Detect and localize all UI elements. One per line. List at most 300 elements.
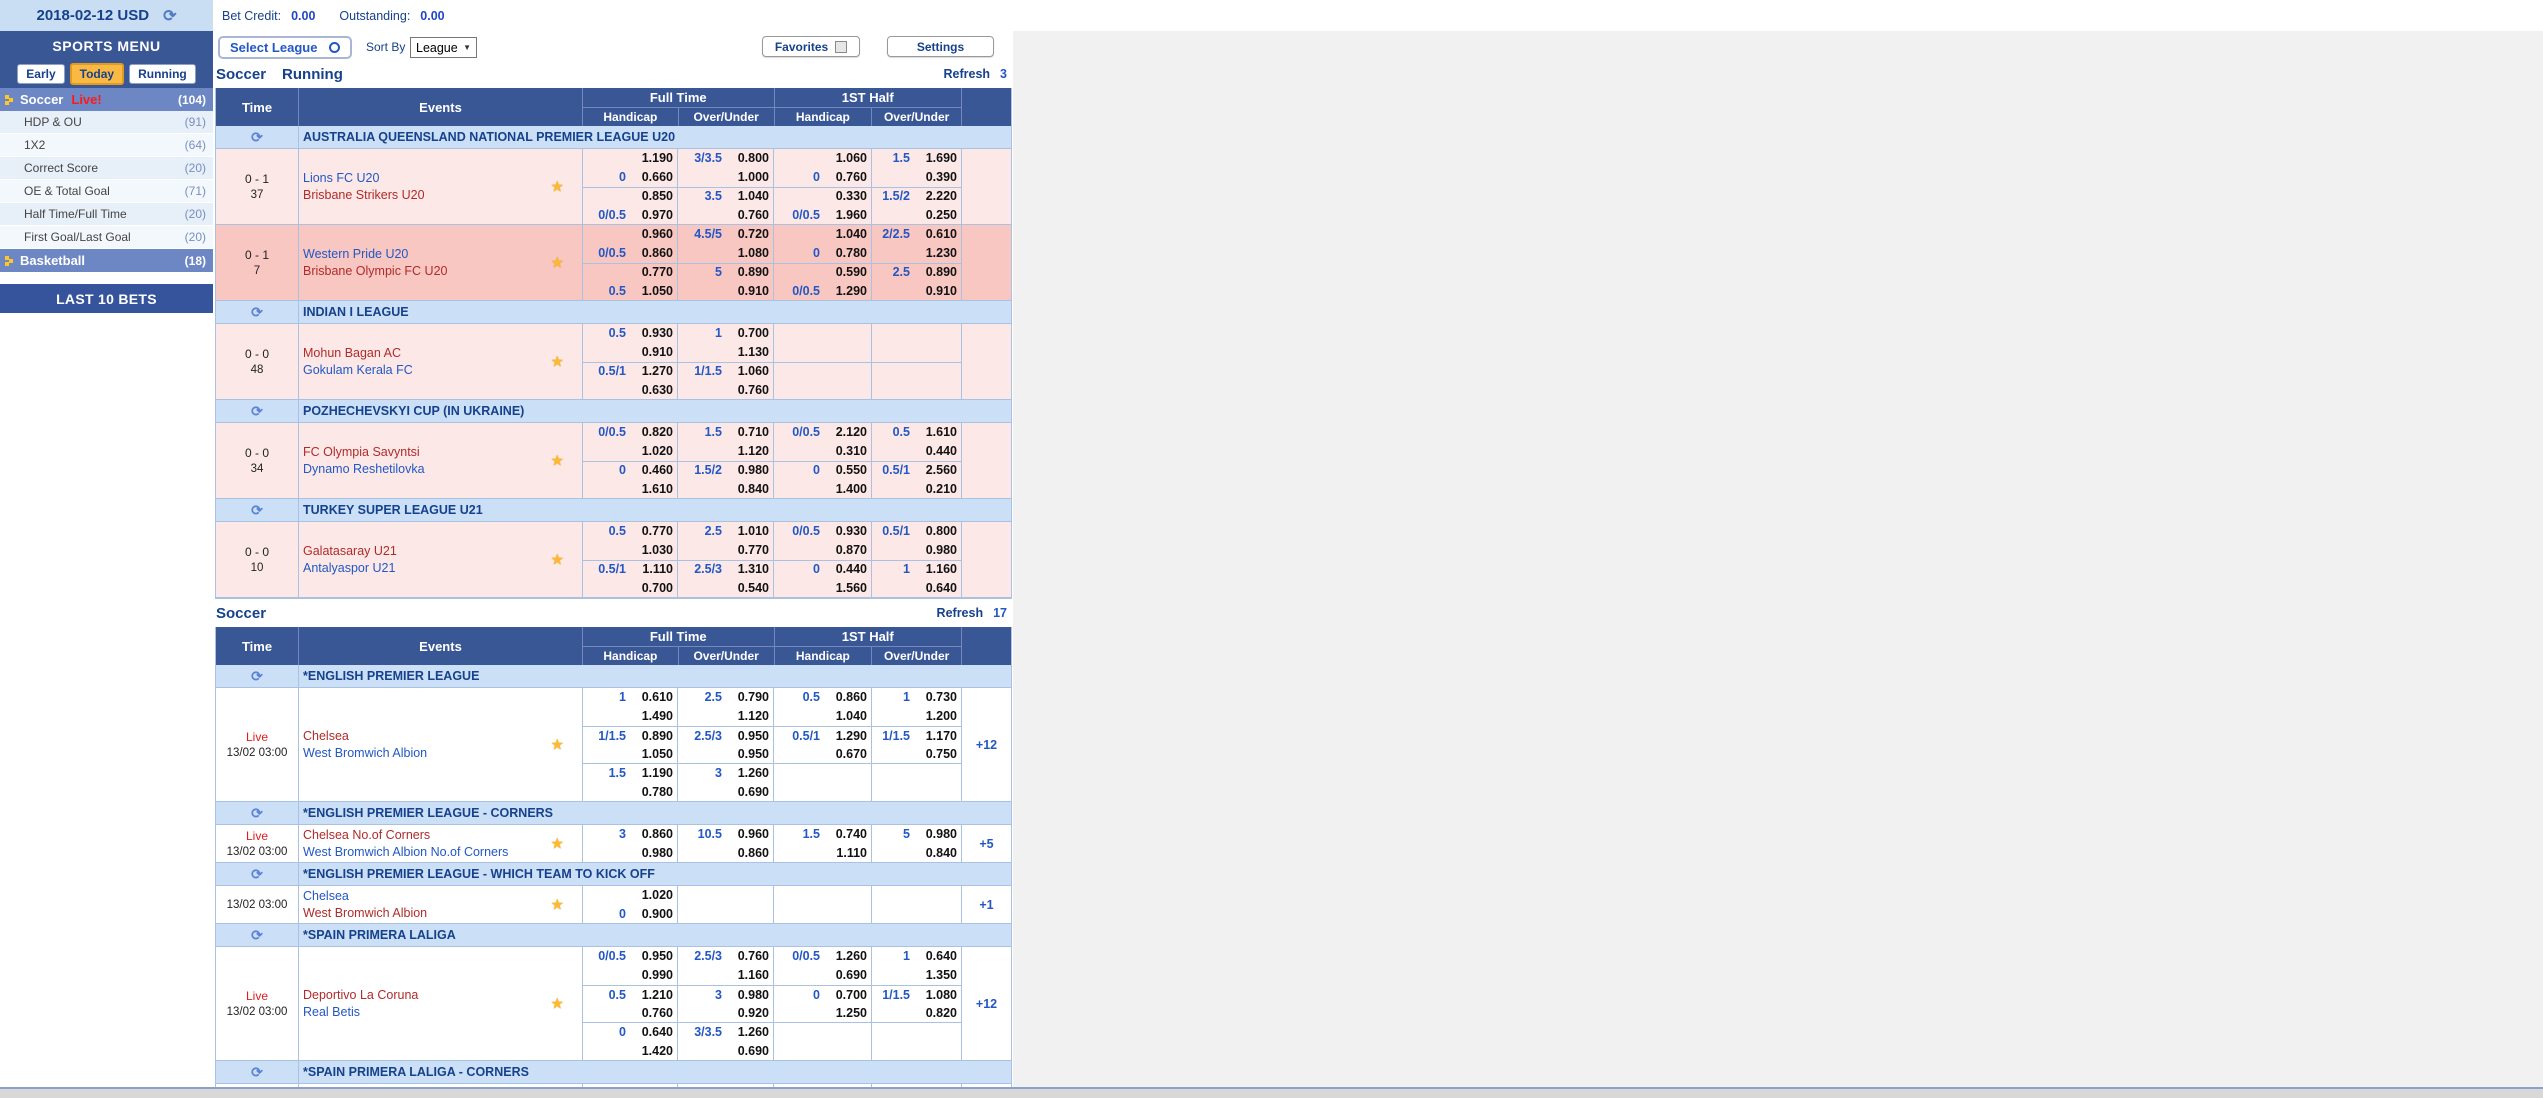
- odds-cell[interactable]: [678, 522, 773, 541]
- odds-value: 0.630: [641, 382, 673, 397]
- sidebar-item-count: (71): [184, 184, 206, 198]
- odds-cell[interactable]: [583, 886, 677, 905]
- odds-cell: [774, 1022, 871, 1041]
- match-time-bottom: 48: [250, 364, 264, 376]
- odds-cell[interactable]: [583, 479, 677, 498]
- odds-cell[interactable]: [774, 541, 871, 560]
- outstanding-label: Outstanding:: [339, 8, 411, 23]
- col-header-ft-over-under: Over/Under: [678, 108, 774, 126]
- favorite-star-icon[interactable]: ★: [550, 551, 564, 569]
- odds-cell[interactable]: [583, 905, 677, 924]
- refresh-icon[interactable]: ⟳: [163, 7, 177, 25]
- ft-handicap-col: [582, 324, 677, 399]
- odds-value: 0.980: [925, 827, 957, 842]
- match-time: [216, 149, 298, 224]
- league-header-row: [216, 1061, 1011, 1084]
- odds-cell[interactable]: [678, 423, 773, 442]
- odds-cell[interactable]: [583, 461, 677, 480]
- odds-cell[interactable]: [583, 522, 677, 541]
- odds-value: 0.870: [835, 543, 867, 558]
- odds-cell[interactable]: [872, 560, 961, 579]
- sidebar-item-soccer[interactable]: [0, 88, 213, 111]
- select-league-button[interactable]: [218, 36, 352, 59]
- match-odds: [582, 522, 961, 597]
- odds-cell[interactable]: [774, 263, 871, 282]
- odds-cell[interactable]: [583, 168, 677, 187]
- soccer-sub-items: [0, 111, 213, 249]
- odds-cell[interactable]: [583, 380, 677, 399]
- odds-cell[interactable]: [774, 479, 871, 498]
- odds-cell[interactable]: [583, 707, 677, 726]
- handicap-value: 3: [619, 827, 626, 842]
- odds-cell[interactable]: [872, 423, 961, 442]
- league-refresh-icon[interactable]: ⟳: [251, 926, 263, 943]
- odds-value: 0.640: [641, 1025, 673, 1040]
- handicap-value: 1.5/2: [694, 463, 722, 478]
- odds-cell[interactable]: [872, 541, 961, 560]
- odds-cell[interactable]: [774, 281, 871, 300]
- odds-cell: [872, 782, 961, 801]
- odds-cell[interactable]: [678, 966, 773, 985]
- handicap-value: 0.5: [608, 987, 626, 1002]
- odds-cell[interactable]: [583, 149, 677, 168]
- sort-by-value: League: [416, 40, 458, 55]
- odds-cell[interactable]: [678, 187, 773, 206]
- match-time-top: 0 - 1: [244, 248, 269, 262]
- handicap-value: 1.5: [704, 425, 722, 440]
- favorite-star-icon[interactable]: ★: [550, 254, 564, 272]
- odds-cell[interactable]: [872, 149, 961, 168]
- more-bets-link[interactable]: +1: [961, 886, 1011, 923]
- header-group-row: [583, 88, 961, 107]
- league-refresh-icon[interactable]: ⟳: [251, 667, 263, 684]
- sidebar-item-label: 1X2: [24, 138, 46, 152]
- handicap-value: 0/0.5: [792, 524, 820, 539]
- odds-cell[interactable]: [678, 479, 773, 498]
- odds-cell[interactable]: [872, 281, 961, 300]
- odds-cell[interactable]: [872, 225, 961, 244]
- horizontal-scrollbar[interactable]: [0, 1089, 2543, 1098]
- odds-cell[interactable]: [678, 578, 773, 597]
- odds-cell[interactable]: [678, 985, 773, 1004]
- handicap-value: 0.5: [608, 283, 626, 298]
- odds-cell[interactable]: [583, 1041, 677, 1060]
- odds-cell[interactable]: [774, 522, 871, 541]
- handicap-value: 1: [715, 326, 722, 341]
- odds-cell[interactable]: [774, 560, 871, 579]
- main-content: [213, 31, 1013, 1089]
- tab-running[interactable]: Running: [129, 64, 196, 84]
- more-bets-link[interactable]: +12: [961, 947, 1011, 1060]
- odds-cell[interactable]: [678, 168, 773, 187]
- odds-cell[interactable]: [678, 362, 773, 381]
- match-row: [216, 825, 1011, 863]
- odds-cell[interactable]: [774, 726, 871, 745]
- refresh-link[interactable]: Refresh 3: [943, 67, 1007, 81]
- odds-cell[interactable]: [583, 187, 677, 206]
- odds-cell[interactable]: [678, 763, 773, 782]
- odds-cell[interactable]: [678, 726, 773, 745]
- odds-cell[interactable]: [678, 745, 773, 764]
- odds-cell[interactable]: [678, 1022, 773, 1041]
- odds-cell[interactable]: [678, 343, 773, 362]
- odds-cell[interactable]: [583, 442, 677, 461]
- odds-cell[interactable]: [583, 324, 677, 343]
- match-time-top: Live: [245, 829, 268, 843]
- league-header-row: [216, 665, 1011, 688]
- odds-value: 1.960: [835, 207, 867, 222]
- away-team: West Bromwich Albion No.of Corners: [303, 844, 509, 859]
- odds-cell[interactable]: [872, 187, 961, 206]
- settings-button[interactable]: [887, 36, 994, 57]
- odds-cell[interactable]: [774, 187, 871, 206]
- more-bets-link[interactable]: +5: [961, 825, 1011, 862]
- handicap-value: 0: [813, 987, 820, 1002]
- odds-cell[interactable]: [774, 825, 871, 844]
- odds-cell: [872, 905, 961, 924]
- ft-over-under-col: [677, 324, 773, 399]
- league-header-row: [216, 126, 1011, 149]
- odds-value: 0.760: [737, 949, 769, 964]
- league-refresh-icon[interactable]: ⟳: [251, 128, 263, 145]
- handicap-value: 2.5: [892, 265, 910, 280]
- last-10-bets-button[interactable]: LAST 10 BETS: [0, 284, 213, 313]
- odds-cell[interactable]: [678, 541, 773, 560]
- odds-cell[interactable]: [872, 578, 961, 597]
- col-header-full-time: Full Time: [649, 629, 707, 644]
- odds-cell[interactable]: [774, 844, 871, 863]
- match-odds: [582, 825, 961, 862]
- odds-cell[interactable]: [774, 1004, 871, 1023]
- tab-early[interactable]: Early: [17, 64, 64, 84]
- odds-cell[interactable]: [678, 844, 773, 863]
- match-time: [216, 825, 298, 862]
- match-row: [216, 947, 1011, 1061]
- favorite-star-icon[interactable]: ★: [550, 896, 564, 914]
- odds-cell[interactable]: [583, 947, 677, 966]
- ft-handicap-col: [582, 522, 677, 597]
- odds-cell[interactable]: [678, 825, 773, 844]
- col-header-more: [961, 627, 1011, 665]
- odds-cell[interactable]: [774, 688, 871, 707]
- handicap-value: 0/0.5: [598, 425, 626, 440]
- col-header-first-half: 1ST Half: [774, 627, 962, 646]
- odds-cell[interactable]: [872, 947, 961, 966]
- ft-over-under-col: [677, 423, 773, 498]
- home-team: Western Pride U20: [303, 246, 409, 261]
- 1h-handicap-col: [773, 522, 871, 597]
- odds-cell[interactable]: [678, 263, 773, 282]
- odds-cell[interactable]: [583, 560, 677, 579]
- odds-cell[interactable]: [774, 947, 871, 966]
- handicap-value: 5: [903, 827, 910, 842]
- col-header-ft-handicap: Handicap: [603, 649, 658, 663]
- league-refresh-icon[interactable]: ⟳: [251, 402, 263, 419]
- home-team: Chelsea: [303, 888, 349, 903]
- odds-cell[interactable]: [774, 149, 871, 168]
- 1h-handicap-col: [773, 225, 871, 300]
- odds-value: 0.890: [737, 265, 769, 280]
- handicap-value: 0/0.5: [792, 283, 820, 298]
- odds-value: 0.790: [737, 690, 769, 705]
- odds-cell[interactable]: [678, 461, 773, 480]
- refresh-link[interactable]: Refresh 17: [936, 606, 1007, 620]
- handicap-value: 0/0.5: [792, 949, 820, 964]
- odds-cell[interactable]: [678, 324, 773, 343]
- sort-by-dropdown[interactable]: [410, 37, 477, 58]
- odds-cell[interactable]: [583, 423, 677, 442]
- odds-cell[interactable]: [774, 985, 871, 1004]
- odds-cell[interactable]: [872, 745, 961, 764]
- section-title: Soccer: [216, 65, 267, 83]
- sidebar-item-basketball[interactable]: [0, 249, 213, 272]
- odds-cell[interactable]: [583, 782, 677, 801]
- credit-bar: [222, 0, 459, 31]
- ft-handicap-col: [582, 688, 677, 801]
- odds-cell[interactable]: [774, 244, 871, 263]
- odds-cell[interactable]: [583, 244, 677, 263]
- match-row: [216, 225, 1011, 301]
- match-row: [216, 886, 1011, 924]
- odds-value: 0.800: [737, 151, 769, 166]
- league-header-row: [216, 863, 1011, 886]
- match-odds: [582, 149, 961, 224]
- odds-cell[interactable]: [678, 1041, 773, 1060]
- 1h-handicap-col: [773, 825, 871, 862]
- handicap-value: 1/1.5: [882, 728, 910, 743]
- odds-cell[interactable]: [872, 1004, 961, 1023]
- handicap-value: 2.5: [704, 690, 722, 705]
- favorite-star-icon[interactable]: ★: [550, 995, 564, 1013]
- select-league-label: Select League: [230, 40, 318, 55]
- odds-value: 0.610: [925, 227, 957, 242]
- 1h-over-under-col: [871, 522, 961, 597]
- odds-cell[interactable]: [872, 844, 961, 863]
- odds-cell[interactable]: [583, 578, 677, 597]
- odds-cell[interactable]: [583, 1022, 677, 1041]
- match-time: [216, 947, 298, 1060]
- odds-cell[interactable]: [774, 578, 871, 597]
- odds-value: 1.010: [737, 524, 769, 539]
- odds-cell[interactable]: [774, 225, 871, 244]
- odds-value: 0.970: [641, 207, 673, 222]
- handicap-value: 0.5: [608, 524, 626, 539]
- odds-cell[interactable]: [678, 707, 773, 726]
- favorites-checkbox[interactable]: [835, 41, 847, 53]
- odds-value: 0.780: [641, 784, 673, 799]
- odds-cell[interactable]: [583, 985, 677, 1004]
- odds-value: 2.560: [925, 463, 957, 478]
- section-title-row: [213, 60, 1013, 88]
- odds-value: 1.250: [835, 1005, 867, 1020]
- col-header-ft-handicap: Handicap: [603, 110, 658, 124]
- handicap-value: 0/0.5: [598, 207, 626, 222]
- odds-cell[interactable]: [583, 825, 677, 844]
- odds-cell[interactable]: [872, 985, 961, 1004]
- league-refresh-icon[interactable]: ⟳: [251, 1063, 263, 1080]
- odds-cell[interactable]: [678, 225, 773, 244]
- odds-cell[interactable]: [774, 745, 871, 764]
- odds-cell[interactable]: [583, 343, 677, 362]
- odds-cell[interactable]: [774, 707, 871, 726]
- odds-cell[interactable]: [678, 281, 773, 300]
- 1h-over-under-col: [871, 225, 961, 300]
- league-header-row: [216, 802, 1011, 825]
- favorite-star-icon[interactable]: ★: [550, 178, 564, 196]
- odds-value: 1.200: [925, 709, 957, 724]
- ft-over-under-col: [677, 149, 773, 224]
- home-team: Chelsea No.of Corners: [303, 827, 431, 842]
- league-header-row: [216, 400, 1011, 423]
- handicap-value: 1/1.5: [882, 987, 910, 1002]
- favorite-star-icon[interactable]: ★: [550, 452, 564, 470]
- odds-cell[interactable]: [872, 707, 961, 726]
- odds-value: 1.260: [737, 1025, 769, 1040]
- league-name: AUSTRALIA QUEENSLAND NATIONAL PREMIER LEAGUE U20: [298, 126, 1011, 148]
- match-row: [216, 688, 1011, 802]
- soccer-label: Soccer: [20, 92, 64, 107]
- odds-cell[interactable]: [872, 726, 961, 745]
- table-header: [216, 627, 1011, 665]
- match-time: [216, 225, 298, 300]
- odds-value: 0.980: [925, 543, 957, 558]
- odds-cell[interactable]: [774, 423, 871, 442]
- home-team: Galatasaray U21: [303, 543, 397, 558]
- odds-value: 1.310: [737, 562, 769, 577]
- handicap-value: 0/0.5: [598, 949, 626, 964]
- odds-value: 0.390: [925, 170, 957, 185]
- odds-cell[interactable]: [774, 442, 871, 461]
- odds-cell[interactable]: [583, 281, 677, 300]
- league-refresh-icon[interactable]: ⟳: [251, 501, 263, 518]
- match-time-top: 0 - 0: [244, 347, 269, 361]
- odds-cell[interactable]: [872, 479, 961, 498]
- odds-cell[interactable]: [678, 442, 773, 461]
- sidebar-item[interactable]: [0, 134, 213, 157]
- odds-cell: [774, 763, 871, 782]
- favorites-button[interactable]: [762, 36, 860, 57]
- odds-value: 1.130: [737, 345, 769, 360]
- favorite-star-icon[interactable]: ★: [550, 353, 564, 371]
- odds-cell[interactable]: [583, 763, 677, 782]
- handicap-value: 2.5/3: [694, 949, 722, 964]
- match-events: [298, 947, 582, 1060]
- odds-cell[interactable]: [872, 825, 961, 844]
- odds-cell[interactable]: [678, 560, 773, 579]
- odds-value: 1.270: [641, 364, 673, 379]
- odds-cell[interactable]: [872, 442, 961, 461]
- odds-cell[interactable]: [678, 149, 773, 168]
- handicap-value: 1/1.5: [694, 364, 722, 379]
- odds-cell[interactable]: [583, 726, 677, 745]
- refresh-count: 17: [993, 606, 1007, 620]
- odds-table: [215, 627, 1012, 1089]
- odds-value: 0.740: [835, 827, 867, 842]
- more-bets-link[interactable]: +12: [961, 688, 1011, 801]
- odds-cell: [774, 886, 871, 905]
- league-refresh-icon[interactable]: ⟳: [251, 865, 263, 882]
- odds-cell[interactable]: [774, 168, 871, 187]
- odds-value: 1.060: [835, 151, 867, 166]
- match-time-bottom: 37: [250, 189, 264, 201]
- odds-cell[interactable]: [678, 205, 773, 224]
- league-refresh-icon[interactable]: ⟳: [251, 804, 263, 821]
- match-time-top: 0 - 1: [244, 172, 269, 186]
- odds-cell[interactable]: [872, 244, 961, 263]
- odds-cell[interactable]: [583, 541, 677, 560]
- odds-cell[interactable]: [583, 1004, 677, 1023]
- odds-cell[interactable]: [774, 205, 871, 224]
- match-time-top: Live: [245, 989, 268, 1003]
- odds-cell: [872, 1022, 961, 1041]
- favorite-star-icon[interactable]: ★: [550, 736, 564, 754]
- odds-cell[interactable]: [583, 844, 677, 863]
- sidebar-item[interactable]: [0, 157, 213, 180]
- odds-value: 0.800: [925, 524, 957, 539]
- match-time-bottom: 10: [250, 562, 264, 574]
- odds-value: 0.950: [641, 949, 673, 964]
- odds-cell[interactable]: [583, 205, 677, 224]
- handicap-value: 3: [715, 766, 722, 781]
- odds-value: 0.920: [737, 1005, 769, 1020]
- sidebar-item[interactable]: [0, 180, 213, 203]
- league-refresh-icon[interactable]: ⟳: [251, 303, 263, 320]
- odds-value: 1.690: [925, 151, 957, 166]
- sidebar-item[interactable]: [0, 203, 213, 226]
- odds-cell[interactable]: [583, 263, 677, 282]
- col-header-1h-over-under: Over/Under: [871, 108, 961, 126]
- favorite-star-icon[interactable]: ★: [550, 835, 564, 853]
- match-events: [298, 423, 582, 498]
- odds-cell[interactable]: [678, 782, 773, 801]
- away-team: Dynamo Reshetilovka: [303, 461, 425, 476]
- odds-cell[interactable]: [872, 263, 961, 282]
- odds-value: 1.610: [641, 481, 673, 496]
- odds-cell[interactable]: [583, 362, 677, 381]
- odds-cell[interactable]: [872, 205, 961, 224]
- odds-cell[interactable]: [872, 168, 961, 187]
- odds-cell[interactable]: [583, 225, 677, 244]
- sidebar-item[interactable]: [0, 111, 213, 134]
- match-row: [216, 149, 1011, 225]
- odds-cell[interactable]: [774, 461, 871, 480]
- spark-icon: [5, 94, 14, 105]
- odds-cell[interactable]: [678, 688, 773, 707]
- odds-cell[interactable]: [872, 688, 961, 707]
- odds-cell[interactable]: [872, 966, 961, 985]
- odds-cell[interactable]: [872, 461, 961, 480]
- odds-cell[interactable]: [678, 380, 773, 399]
- odds-value: 1.160: [737, 968, 769, 983]
- odds-cell[interactable]: [678, 947, 773, 966]
- odds-cell[interactable]: [583, 688, 677, 707]
- sidebar-item[interactable]: [0, 226, 213, 249]
- odds-cell[interactable]: [872, 522, 961, 541]
- tab-today[interactable]: Today: [70, 63, 124, 85]
- more-bets-link: [961, 324, 1011, 399]
- odds-value: 0.700: [641, 580, 673, 595]
- odds-cell[interactable]: [678, 1004, 773, 1023]
- odds-value: 1.050: [641, 283, 673, 298]
- odds-value: 1.120: [737, 444, 769, 459]
- odds-cell[interactable]: [774, 966, 871, 985]
- more-bets-link: [961, 423, 1011, 498]
- odds-cell[interactable]: [678, 244, 773, 263]
- odds-value: 0.910: [737, 283, 769, 298]
- 1h-over-under-col: [871, 825, 961, 862]
- odds-cell[interactable]: [583, 745, 677, 764]
- odds-cell[interactable]: [583, 966, 677, 985]
